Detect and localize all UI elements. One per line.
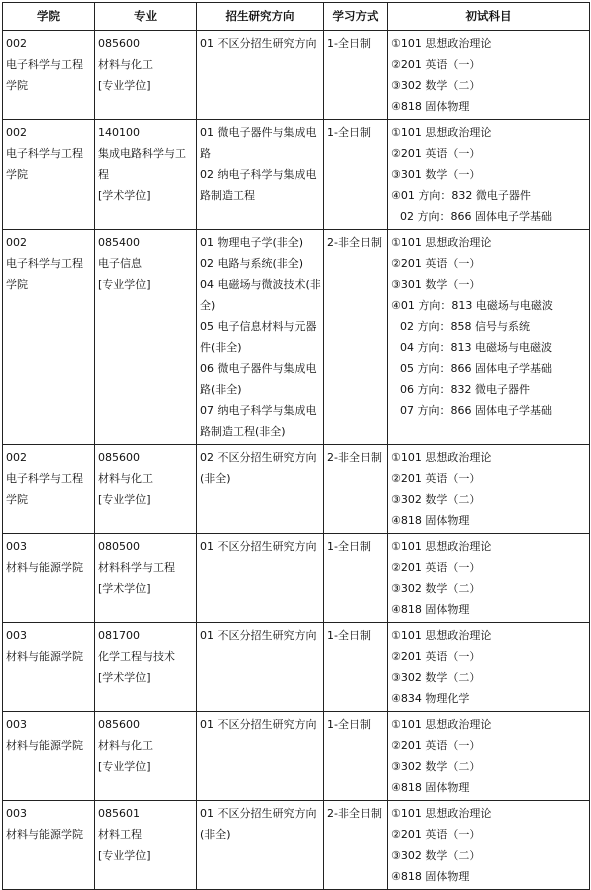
college-line: 002 (6, 236, 27, 249)
exam-subjects-line: 02 方向：866 固体电子学基础 (400, 210, 552, 223)
college-line: 电子科学与工程 (6, 472, 83, 485)
direction-line: 01 物理电子学(非全) (200, 236, 304, 249)
study-mode-line: 2-非全日制 (327, 807, 382, 820)
college-line: 003 (6, 718, 27, 731)
major-line: 程 (98, 168, 109, 181)
direction-line: (非全) (200, 828, 231, 841)
major-cell (95, 623, 197, 712)
college-cell (3, 801, 95, 890)
header-row (3, 3, 590, 31)
exam-subjects-line: ③302 数学（二） (391, 493, 481, 506)
table-row (3, 712, 590, 801)
direction-line: 01 不区分招生研究方向 (200, 629, 317, 642)
direction-line: 02 电路与系统(非全) (200, 257, 304, 270)
direction-line: 01 不区分招生研究方向 (200, 540, 317, 553)
study-mode-cell (324, 623, 388, 712)
header-study-mode: 学习方式 (324, 3, 388, 31)
college-line: 材料与能源学院 (6, 828, 83, 841)
table-row (3, 120, 590, 230)
study-mode-line: 1-全日制 (327, 540, 371, 553)
direction-line: 05 电子信息材料与元器 (200, 320, 317, 333)
study-mode-line: 1-全日制 (327, 629, 371, 642)
college-line: 材料与能源学院 (6, 650, 83, 663)
college-cell (3, 230, 95, 445)
study-mode-cell (324, 801, 388, 890)
major-line: 材料工程 (98, 828, 142, 841)
exam-subjects-line: ③302 数学（二） (391, 760, 481, 773)
major-line: [学术学位] (98, 671, 151, 684)
college-line: 002 (6, 37, 27, 50)
major-line: [专业学位] (98, 849, 151, 862)
college-line: 学院 (6, 168, 28, 181)
exam-subjects-line: ④834 物理化学 (391, 692, 470, 705)
direction-cell (197, 445, 324, 534)
college-cell (3, 120, 95, 230)
table-row (3, 801, 590, 890)
direction-cell (197, 230, 324, 445)
direction-line: 路(非全) (200, 383, 242, 396)
study-mode-line: 1-全日制 (327, 718, 371, 731)
major-line: 085600 (98, 451, 140, 464)
exam-subjects-line: ①101 思想政治理论 (391, 126, 492, 139)
major-cell (95, 120, 197, 230)
major-line: 材料与化工 (98, 739, 153, 752)
major-line: 080500 (98, 540, 140, 553)
exam-subjects-line: 02 方向：858 信号与系统 (400, 320, 530, 333)
major-line: 化学工程与技术 (98, 650, 175, 663)
header-major: 专业 (95, 3, 197, 31)
direction-line: 全) (200, 299, 216, 312)
direction-line: (非全) (200, 472, 231, 485)
table-row (3, 623, 590, 712)
study-mode-cell (324, 31, 388, 120)
major-cell (95, 801, 197, 890)
major-line: 085601 (98, 807, 140, 820)
exam-subjects-line: ④01 方向：832 微电子器件 (391, 189, 531, 202)
college-cell (3, 31, 95, 120)
exam-subjects-line: ①101 思想政治理论 (391, 236, 492, 249)
major-line: 材料与化工 (98, 472, 153, 485)
exam-subjects-cell (388, 445, 590, 534)
table-row (3, 445, 590, 534)
major-line: 材料与化工 (98, 58, 153, 71)
exam-subjects-line: ④01 方向：813 电磁场与电磁波 (391, 299, 553, 312)
direction-line: 01 不区分招生研究方向 (200, 807, 317, 820)
major-line: 085600 (98, 37, 140, 50)
direction-cell (197, 120, 324, 230)
major-cell (95, 230, 197, 445)
college-line: 材料与能源学院 (6, 561, 83, 574)
exam-subjects-line: ③302 数学（二） (391, 671, 481, 684)
college-cell (3, 712, 95, 801)
exam-subjects-cell (388, 801, 590, 890)
header-college: 学院 (3, 3, 95, 31)
college-line: 学院 (6, 278, 28, 291)
exam-subjects-cell (388, 534, 590, 623)
exam-subjects-line: ②201 英语（一） (391, 561, 481, 574)
major-line: 140100 (98, 126, 140, 139)
study-mode-cell (324, 712, 388, 801)
exam-subjects-line: ④818 固体物理 (391, 100, 470, 113)
college-line: 学院 (6, 493, 28, 506)
admission-table (2, 2, 590, 890)
exam-subjects-line: 07 方向：866 固体电子学基础 (400, 404, 552, 417)
exam-subjects-line: ①101 思想政治理论 (391, 451, 492, 464)
study-mode-line: 2-非全日制 (327, 451, 382, 464)
direction-line: 04 电磁场与微波技术(非 (200, 278, 321, 291)
header-direction: 招生研究方向 (197, 3, 324, 31)
exam-subjects-line: ②201 英语（一） (391, 147, 481, 160)
exam-subjects-line: 05 方向：866 固体电子学基础 (400, 362, 552, 375)
exam-subjects-line: ①101 思想政治理论 (391, 540, 492, 553)
major-line: 电子信息 (98, 257, 142, 270)
direction-cell (197, 534, 324, 623)
study-mode-cell (324, 230, 388, 445)
college-line: 电子科学与工程 (6, 58, 83, 71)
exam-subjects-line: ①101 思想政治理论 (391, 37, 492, 50)
direction-line: 01 不区分招生研究方向 (200, 718, 317, 731)
major-cell (95, 534, 197, 623)
table-body (3, 31, 590, 890)
college-line: 002 (6, 126, 27, 139)
major-line: 集成电路科学与工 (98, 147, 186, 160)
college-line: 002 (6, 451, 27, 464)
major-line: [专业学位] (98, 493, 151, 506)
exam-subjects-cell (388, 120, 590, 230)
study-mode-line: 2-非全日制 (327, 236, 382, 249)
exam-subjects-line: ④818 固体物理 (391, 781, 470, 794)
exam-subjects-line: ③302 数学（二） (391, 582, 481, 595)
exam-subjects-cell (388, 230, 590, 445)
major-line: 材料科学与工程 (98, 561, 175, 574)
college-cell (3, 534, 95, 623)
exam-subjects-line: ②201 英语（一） (391, 472, 481, 485)
direction-line: 07 纳电子科学与集成电 (200, 404, 317, 417)
exam-subjects-line: ④818 固体物理 (391, 514, 470, 527)
exam-subjects-line: 04 方向：813 电磁场与电磁波 (400, 341, 552, 354)
exam-subjects-cell (388, 623, 590, 712)
study-mode-cell (324, 120, 388, 230)
study-mode-line: 1-全日制 (327, 37, 371, 50)
direction-cell (197, 801, 324, 890)
header-exam-subjects: 初试科目 (388, 3, 590, 31)
major-line: 081700 (98, 629, 140, 642)
exam-subjects-cell (388, 31, 590, 120)
table-row (3, 534, 590, 623)
major-line: [学术学位] (98, 582, 151, 595)
major-line: 085400 (98, 236, 140, 249)
college-line: 学院 (6, 79, 28, 92)
major-cell (95, 712, 197, 801)
college-line: 电子科学与工程 (6, 257, 83, 270)
exam-subjects-line: 06 方向：832 微电子器件 (400, 383, 530, 396)
exam-subjects-cell (388, 712, 590, 801)
exam-subjects-line: ④818 固体物理 (391, 603, 470, 616)
table-row (3, 31, 590, 120)
direction-line: 路 (200, 147, 211, 160)
exam-subjects-line: ③302 数学（二） (391, 849, 481, 862)
major-line: [专业学位] (98, 760, 151, 773)
college-line: 003 (6, 807, 27, 820)
direction-line: 02 不区分招生研究方向 (200, 451, 317, 464)
exam-subjects-line: ②201 英语（一） (391, 257, 481, 270)
exam-subjects-line: ②201 英语（一） (391, 650, 481, 663)
exam-subjects-line: ②201 英语（一） (391, 739, 481, 752)
exam-subjects-line: ②201 英语（一） (391, 58, 481, 71)
major-line: 085600 (98, 718, 140, 731)
college-line: 003 (6, 629, 27, 642)
college-cell (3, 623, 95, 712)
exam-subjects-line: ①101 思想政治理论 (391, 807, 492, 820)
major-line: [专业学位] (98, 79, 151, 92)
direction-line: 02 纳电子科学与集成电 (200, 168, 317, 181)
direction-line: 06 微电子器件与集成电 (200, 362, 317, 375)
exam-subjects-line: ③301 数学（一） (391, 168, 481, 181)
direction-line: 路制造工程 (200, 189, 255, 202)
major-line: [学术学位] (98, 189, 151, 202)
exam-subjects-line: ②201 英语（一） (391, 828, 481, 841)
exam-subjects-line: ③302 数学（二） (391, 79, 481, 92)
table-row (3, 230, 590, 445)
study-mode-cell (324, 445, 388, 534)
study-mode-cell (324, 534, 388, 623)
college-line: 材料与能源学院 (6, 739, 83, 752)
exam-subjects-line: ④818 固体物理 (391, 870, 470, 883)
college-line: 电子科学与工程 (6, 147, 83, 160)
major-cell (95, 445, 197, 534)
direction-cell (197, 31, 324, 120)
direction-line: 01 微电子器件与集成电 (200, 126, 317, 139)
exam-subjects-line: ③301 数学（一） (391, 278, 481, 291)
exam-subjects-line: ①101 思想政治理论 (391, 629, 492, 642)
college-line: 003 (6, 540, 27, 553)
major-line: [专业学位] (98, 278, 151, 291)
study-mode-line: 1-全日制 (327, 126, 371, 139)
direction-line: 件(非全) (200, 341, 242, 354)
direction-cell (197, 623, 324, 712)
college-cell (3, 445, 95, 534)
direction-cell (197, 712, 324, 801)
direction-line: 路制造工程(非全) (200, 425, 286, 438)
exam-subjects-line: ①101 思想政治理论 (391, 718, 492, 731)
major-cell (95, 31, 197, 120)
direction-line: 01 不区分招生研究方向 (200, 37, 317, 50)
